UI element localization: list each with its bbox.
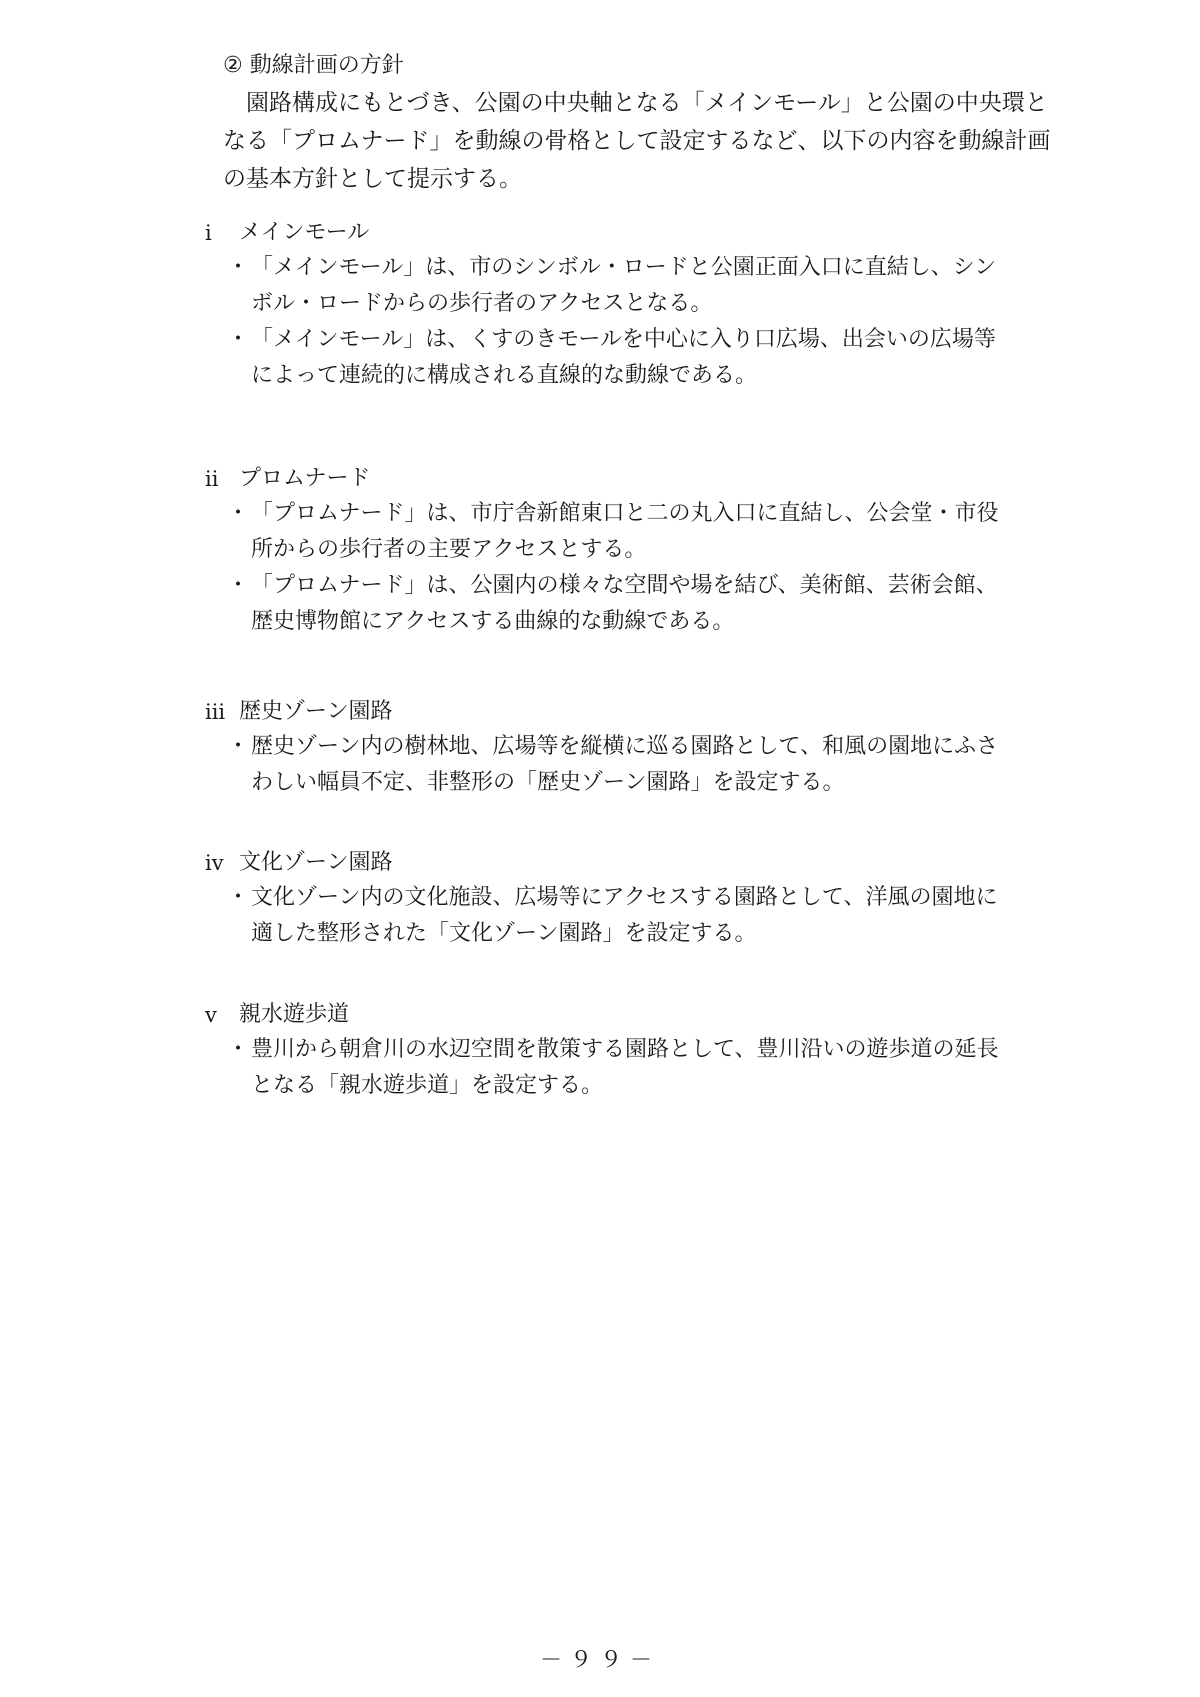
- section-main-mall: [205, 216, 1065, 394]
- text-line: ボル・ロードからの歩行者のアクセスとなる。: [251, 291, 713, 316]
- list-item: [225, 1032, 1065, 1104]
- section-title: [205, 462, 1065, 496]
- text-line: 所からの歩行者の主要アクセスとする。: [251, 537, 647, 562]
- section-number: ii: [205, 467, 219, 491]
- text-line: となる「親水遊歩道」を設定する。: [251, 1073, 604, 1098]
- list-item-text: [251, 250, 1065, 322]
- bullet-mark: ・: [226, 734, 249, 759]
- list-item: [225, 568, 1065, 640]
- section-title-text: プロムナード: [239, 466, 371, 491]
- text-line: 文化ゾーン内の文化施設、広場等にアクセスする園路として、洋風の園地に: [251, 885, 998, 910]
- text-line: 豊川から朝倉川の水辺空間を散策する園路として、豊川沿いの遊歩道の延長: [251, 1037, 999, 1062]
- section-title-text: メインモール: [239, 220, 370, 245]
- list-item: [225, 250, 1065, 322]
- section-title: [205, 998, 1065, 1032]
- text-line: 歴史ゾーン内の樹林地、広場等を縦横に巡る園路として、和風の園地にふさ: [251, 734, 999, 759]
- intro-paragraph: [223, 84, 1051, 198]
- intro-line: 園路構成にもとづき、公園の中央軸となる「メインモール」と公園の中央環と: [223, 90, 1048, 116]
- intro-line: の基本方針として提示する。: [223, 166, 522, 192]
- list-item-text: [251, 880, 1065, 952]
- bullet-mark: ・: [226, 501, 249, 526]
- list-item-text: [251, 1032, 1065, 1104]
- section-title: [205, 695, 1065, 729]
- text-line: 「プロムナード」は、市庁舎新館東口と二の丸入口に直結し、公会堂・市役: [251, 501, 999, 526]
- list-item-text: [251, 322, 1065, 394]
- text-line: 歴史博物館にアクセスする曲線的な動線である。: [251, 609, 735, 634]
- text-line: 「メインモール」は、くすのきモールを中心に入り口広場、出会いの広場等: [251, 327, 996, 352]
- section-waterside-promenade: [205, 998, 1065, 1104]
- section-number: iv: [205, 851, 224, 875]
- section-title: [205, 216, 1065, 250]
- text-line: 「プロムナード」は、公園内の様々な空間や場を結び、美術館、芸術会館、: [251, 573, 998, 598]
- section-culture-zone-path: [205, 846, 1065, 952]
- text-line: によって連続的に構成される直線的な動線である。: [251, 363, 758, 388]
- section-heading: ② 動線計画の方針: [223, 53, 404, 78]
- list-item: [225, 496, 1065, 568]
- section-number: i: [205, 221, 212, 245]
- section-title-text: 文化ゾーン園路: [239, 850, 393, 875]
- page-number: －９９－: [539, 1648, 660, 1673]
- list-item: [225, 729, 1065, 801]
- section-title: [205, 846, 1065, 880]
- section-title-text: 親水遊歩道: [239, 1002, 350, 1027]
- text-line: わしい幅員不定、非整形の「歴史ゾーン園路」を設定する。: [251, 770, 845, 795]
- text-line: 「メインモール」は、市のシンボル・ロードと公園正面入口に直結し、シン: [251, 255, 997, 280]
- section-number: iii: [205, 700, 226, 724]
- list-item-text: [251, 729, 1065, 801]
- intro-line: なる「プロムナード」を動線の骨格として設定するなど、以下の内容を動線計画: [223, 128, 1051, 154]
- list-item: [225, 880, 1065, 952]
- list-item: [225, 322, 1065, 394]
- section-history-zone-path: [205, 695, 1065, 801]
- section-title-text: 歴史ゾーン園路: [239, 699, 393, 724]
- bullet-mark: ・: [226, 1037, 249, 1062]
- list-item-text: [251, 496, 1065, 568]
- list-item-text: [251, 568, 1065, 640]
- bullet-mark: ・: [226, 573, 249, 598]
- bullet-mark: ・: [226, 327, 249, 352]
- bullet-mark: ・: [226, 885, 249, 910]
- text-line: 適した整形された「文化ゾーン園路」を設定する。: [251, 921, 757, 946]
- section-number: v: [205, 1003, 217, 1027]
- bullet-mark: ・: [226, 255, 249, 280]
- section-promenade: [205, 462, 1065, 640]
